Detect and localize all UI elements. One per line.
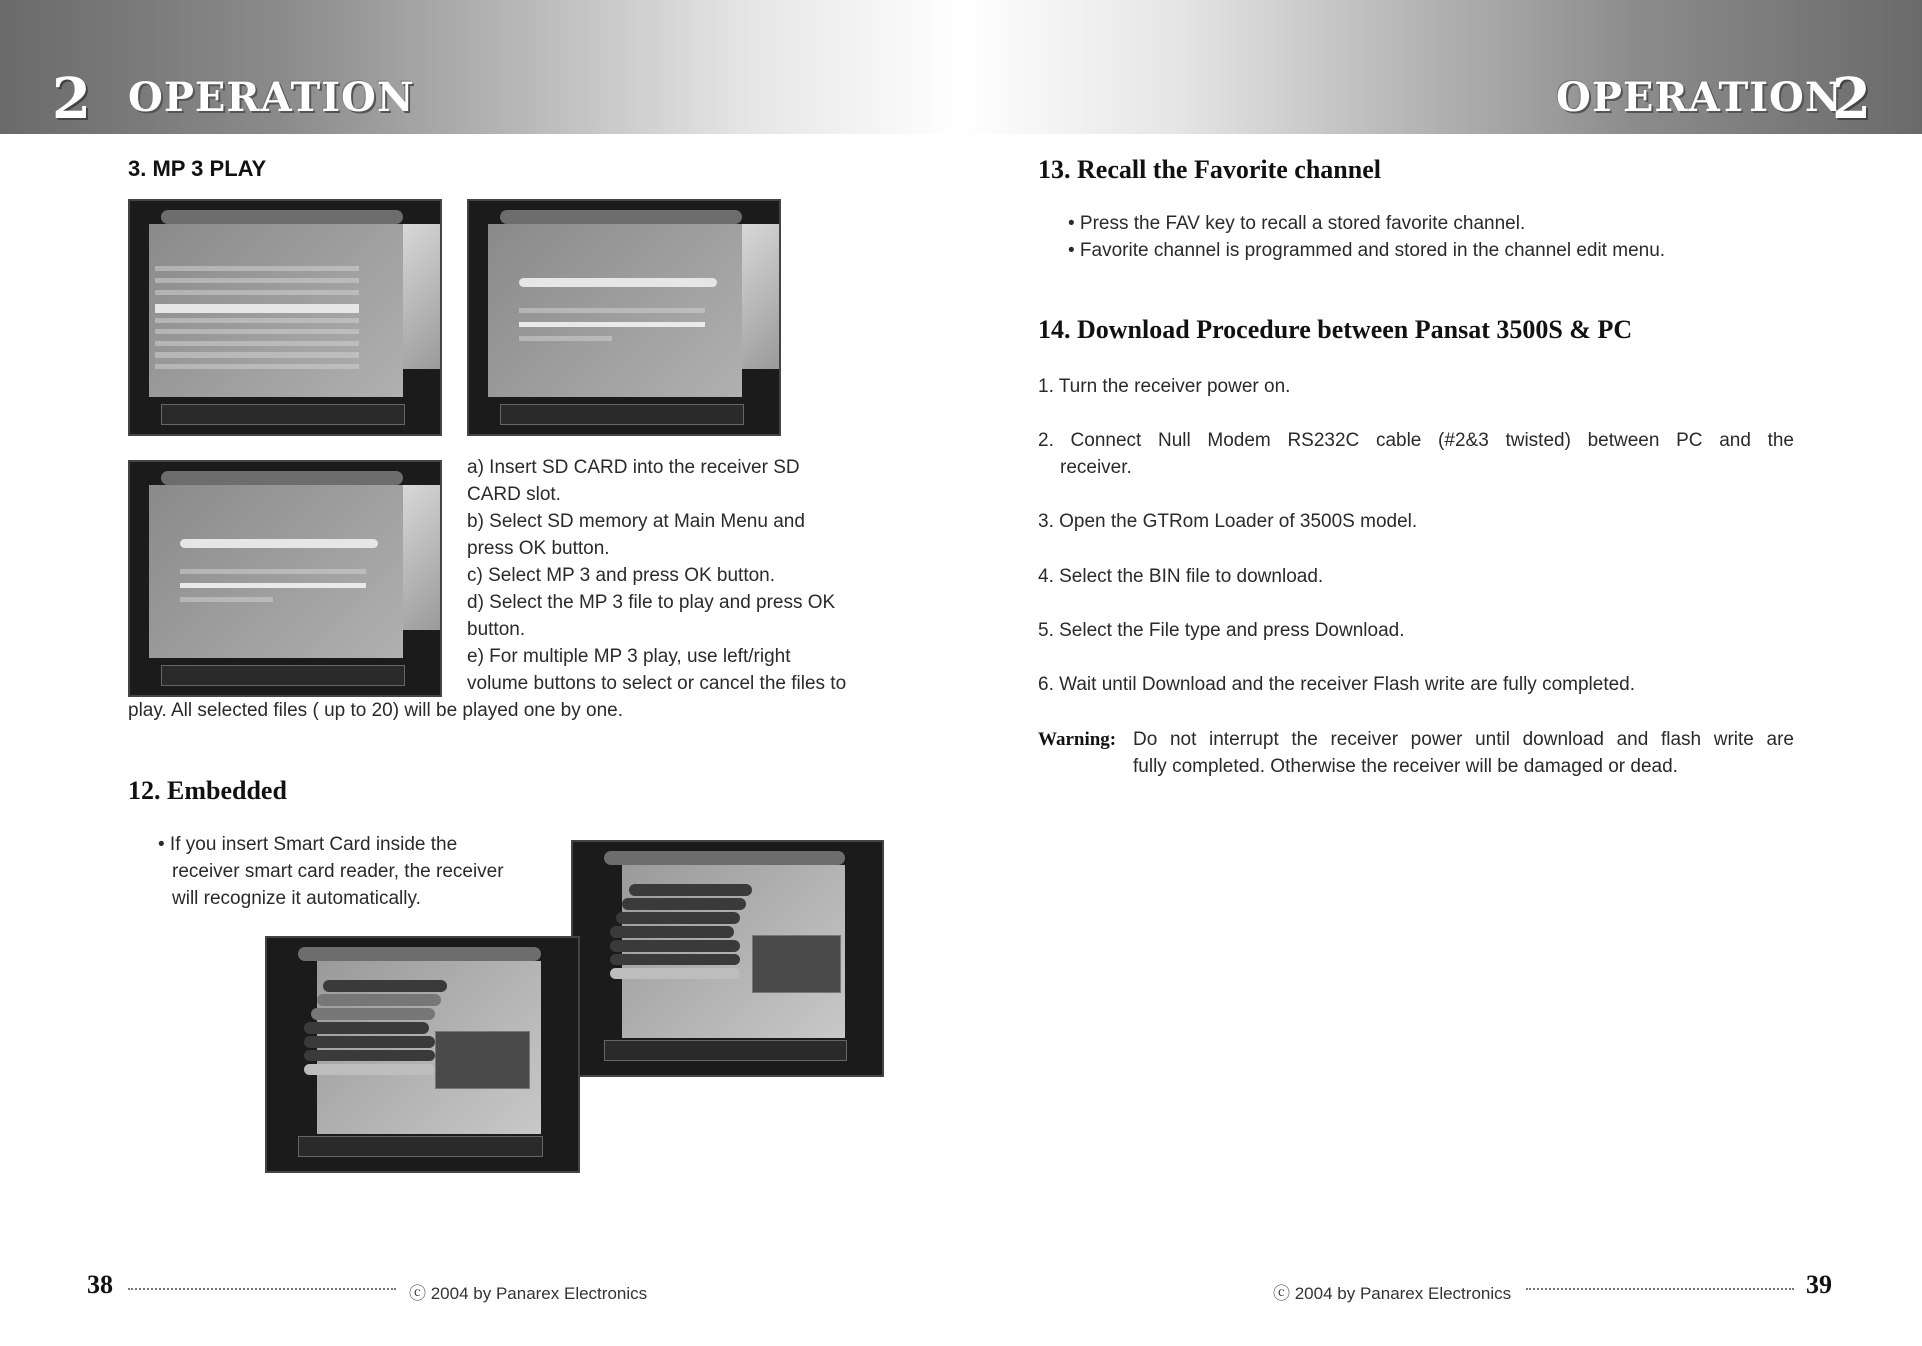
- download-section-title: 14. Download Procedure between Pansat 3500S & PC: [1038, 315, 1633, 344]
- embedded-description: [158, 831, 545, 912]
- left-footer-dots: [128, 1288, 396, 1290]
- mp3-line: d) Select the MP 3 file to play and press OK: [467, 592, 836, 613]
- mp3-instructions: [467, 454, 884, 697]
- warning-label: Warning:: [1038, 729, 1117, 750]
- main-menu-embedded-slot-screenshot: [571, 840, 884, 1077]
- left-chapter-title: OPERATION: [128, 74, 415, 121]
- fav-bullet: • Favorite channel is programmed and stored in the channel edit menu.: [1068, 240, 1666, 261]
- mp3-line: CARD slot.: [467, 484, 561, 505]
- embedded-section-title: 12. Embedded: [128, 776, 287, 805]
- right-chapter-number: 2: [1832, 66, 1871, 132]
- mp3-line: b) Select SD memory at Main Menu and: [467, 511, 805, 532]
- embedded-line: receiver smart card reader, the receiver: [172, 861, 504, 882]
- left-copyright: ⓒ 2004 by Panarex Electronics: [409, 1284, 648, 1303]
- fav-section-title: 13. Recall the Favorite channel: [1038, 155, 1381, 184]
- warning-line-2: fully completed. Otherwise the receiver will be damaged or dead.: [1133, 756, 1678, 777]
- download-step-3: 3. Open the GTRom Loader of 3500S model.: [1038, 511, 1418, 532]
- mp3-line: button.: [467, 619, 526, 640]
- main-menu-conax-screenshot: [265, 936, 580, 1173]
- mp3-line: e) For multiple MP 3 play, use left/right: [467, 646, 791, 667]
- download-step-2-cont: receiver.: [1060, 457, 1132, 478]
- mp3-line: press OK button.: [467, 538, 610, 559]
- mp3-play-screenshot: [128, 460, 442, 697]
- mp3-tail-line: play. All selected files ( up to 20) will be played one by one.: [128, 700, 623, 721]
- mp3-line: c) Select MP 3 and press OK button.: [467, 565, 776, 586]
- download-step-2: 2. Connect Null Modem RS232C cable (#2&3 twisted) between PC and the: [1038, 430, 1794, 451]
- right-page-number: 39: [1806, 1270, 1832, 1299]
- download-step-4: 4. Select the BIN file to download.: [1038, 566, 1324, 587]
- mp3-line: volume buttons to select or cancel the files to: [467, 673, 847, 694]
- mp3-buffering-screenshot: [467, 199, 781, 436]
- download-step-6: 6. Wait until Download and the receiver Flash write are fully completed.: [1038, 674, 1636, 695]
- download-step-5: 5. Select the File type and press Download.: [1038, 620, 1405, 641]
- left-page-number: 38: [87, 1270, 113, 1299]
- embedded-line: • If you insert Smart Card inside the: [158, 834, 458, 855]
- embedded-line: will recognize it automatically.: [172, 888, 421, 909]
- right-copyright: ⓒ 2004 by Panarex Electronics: [1273, 1284, 1512, 1303]
- mp3-line: a) Insert SD CARD into the receiver SD: [467, 457, 800, 478]
- warning-line-1: Do not interrupt the receiver power until download and flash write are: [1133, 729, 1794, 750]
- mp3-section-title: 3. MP 3 PLAY: [128, 156, 267, 181]
- left-chapter-number: 2: [52, 66, 91, 132]
- sd-card-file-list-screenshot: [128, 199, 442, 436]
- fav-bullet: • Press the FAV key to recall a stored favorite channel.: [1068, 213, 1526, 234]
- download-step-1: 1. Turn the receiver power on.: [1038, 376, 1291, 397]
- right-footer-dots: [1526, 1288, 1794, 1290]
- fav-bullets: [1068, 210, 1788, 264]
- right-chapter-title: OPERATION: [1556, 74, 1843, 121]
